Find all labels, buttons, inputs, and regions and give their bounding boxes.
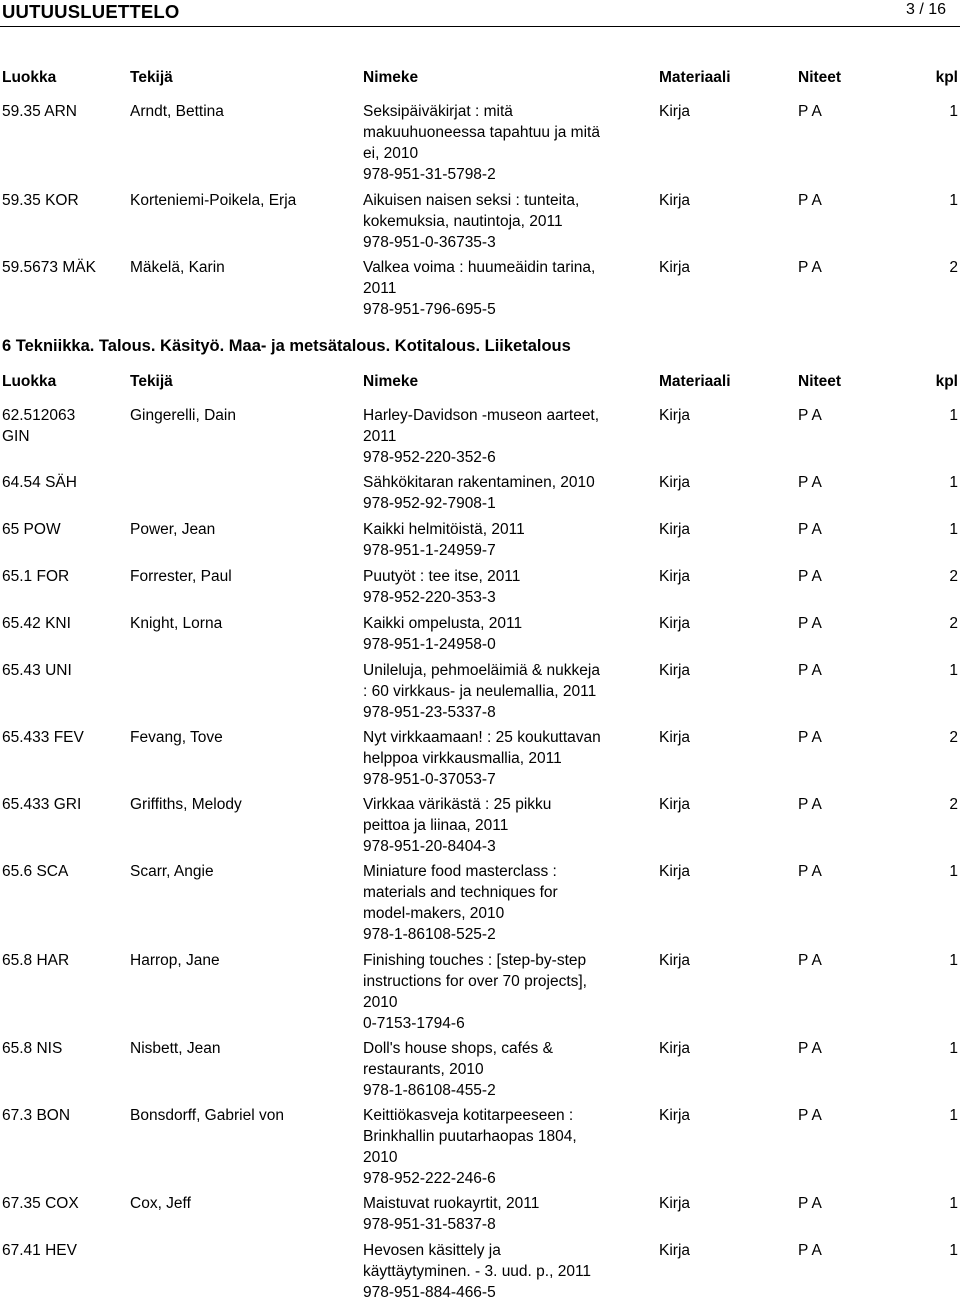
nimeke-cell: Hevosen käsittely ja käyttäytyminen. - 3. uud. p., 2011 978-951-884-466-5 [363,1242,592,1301]
materiaali-cell: Kirja [659,259,691,276]
column-header-luokka: Luokka [2,69,57,86]
materiaali-cell: Kirja [659,407,691,424]
tekija-cell: Griffiths, Melody [130,796,242,813]
kpl-cell: 2 [949,568,958,585]
kpl-cell: 2 [949,615,958,632]
column-header-niteet: Niteet [798,69,842,86]
tekija-cell: Fevang, Tove [130,729,223,746]
nimeke-cell: Finishing touches : [step-by-step instructions for over 70 projects], 2010 0-7153-1794-6 [363,952,587,1032]
materiaali-cell: Kirja [659,662,691,679]
niteet-cell: P A [798,615,822,632]
materiaali-cell: Kirja [659,1195,691,1212]
kpl-cell: 1 [949,952,958,969]
column-header-kpl: kpl [935,69,958,86]
luokka-cell: 65 POW [2,521,61,538]
niteet-cell: P A [798,1195,822,1212]
materiaali-cell: Kirja [659,1242,691,1259]
column-header-luokka: Luokka [2,373,57,390]
materiaali-cell: Kirja [659,615,691,632]
column-header-materiaali: Materiaali [659,373,731,390]
column-header-row [0,373,960,395]
kpl-cell: 1 [949,103,958,120]
materiaali-cell: Kirja [659,796,691,813]
luokka-cell: 65.42 KNI [2,615,71,632]
niteet-cell: P A [798,662,822,679]
nimeke-cell: Nyt virkkaamaan! : 25 koukuttavan helppoa virkkausmallia, 2011 978-951-0-37053-7 [363,729,601,788]
document-title: UUTUUSLUETTELO [2,1,180,22]
materiaali-cell: Kirja [659,1040,691,1057]
column-header-materiaali: Materiaali [659,69,731,86]
luokka-cell: 65.433 GRI [2,796,82,813]
tekija-cell: Mäkelä, Karin [130,259,225,276]
column-header-niteet: Niteet [798,373,842,390]
luokka-cell: 64.54 SÄH [2,474,77,491]
kpl-cell: 1 [949,863,958,880]
kpl-cell: 2 [949,729,958,746]
column-header-tekija: Tekijä [130,69,173,86]
luokka-cell: 59.35 KOR [2,192,79,209]
nimeke-cell: Miniature food masterclass : materials and techniques for model-makers, 2010 978-1-86108-525-2 [363,863,558,943]
luokka-cell: 65.6 SCA [2,863,69,880]
luokka-cell: 59.35 ARN [2,103,77,120]
nimeke-cell: Sähkökitaran rakentaminen, 2010 978-952-92-7908-1 [363,474,595,512]
niteet-cell: P A [798,1040,822,1057]
tekija-cell: Knight, Lorna [130,615,223,632]
column-header-nimeke: Nimeke [363,69,419,86]
kpl-cell: 1 [949,1242,958,1259]
niteet-cell: P A [798,407,822,424]
niteet-cell: P A [798,521,822,538]
kpl-cell: 2 [949,796,958,813]
niteet-cell: P A [798,192,822,209]
kpl-cell: 1 [949,1107,958,1124]
materiaali-cell: Kirja [659,568,691,585]
kpl-cell: 1 [949,407,958,424]
niteet-cell: P A [798,1242,822,1259]
luokka-cell: 65.43 UNI [2,662,72,679]
luokka-cell: 65.8 HAR [2,952,70,969]
luokka-cell: 65.8 NIS [2,1040,63,1057]
luokka-cell: 67.35 COX [2,1195,79,1212]
kpl-cell: 1 [949,1195,958,1212]
nimeke-cell: Doll's house shops, cafés & restaurants, 2010 978-1-86108-455-2 [363,1040,553,1099]
kpl-cell: 1 [949,192,958,209]
tekija-cell: Arndt, Bettina [130,103,224,120]
tekija-cell: Cox, Jeff [130,1195,191,1212]
nimeke-cell: Keittiökasveja kotitarpeeseen : Brinkhallin puutarhaopas 1804, 2010 978-952-222-246-6 [363,1107,577,1187]
nimeke-cell: Kaikki ompelusta, 2011 978-951-1-24958-0 [363,615,523,653]
niteet-cell: P A [798,568,822,585]
tekija-cell: Power, Jean [130,521,216,538]
nimeke-cell: Valkea voima : huumeäidin tarina, 2011 978-951-796-695-5 [363,259,596,318]
column-header-tekija: Tekijä [130,373,173,390]
column-header-kpl: kpl [935,373,958,390]
nimeke-cell: Seksipäiväkirjat : mitä makuuhuoneessa tapahtuu ja mitä ei, 2010 978-951-31-5798-2 [363,103,600,183]
section-title: 6 Tekniikka. Talous. Käsityö. Maa- ja metsätalous. Kotitalous. Liiketalous [2,337,571,355]
tekija-cell: Scarr, Angie [130,863,214,880]
materiaali-cell: Kirja [659,192,691,209]
page-number: 3 / 16 [905,1,946,18]
kpl-cell: 2 [949,259,958,276]
tekija-cell: Harrop, Jane [130,952,220,969]
tekija-cell: Korteniemi-Poikela, Erja [130,192,297,209]
luokka-cell: 59.5673 MÄK [2,259,96,276]
niteet-cell: P A [798,729,822,746]
materiaali-cell: Kirja [659,521,691,538]
nimeke-cell: Unileluja, pehmoeläimiä & nukkeja : 60 virkkaus- ja neulemallia, 2011 978-951-23-5337-8 [363,662,600,721]
materiaali-cell: Kirja [659,863,691,880]
kpl-cell: 1 [949,662,958,679]
kpl-cell: 1 [949,1040,958,1057]
niteet-cell: P A [798,952,822,969]
nimeke-cell: Kaikki helmitöistä, 2011 978-951-1-24959-7 [363,521,525,559]
page-header [0,0,960,27]
materiaali-cell: Kirja [659,729,691,746]
materiaali-cell: Kirja [659,952,691,969]
nimeke-cell: Virkkaa värikästä : 25 pikku peittoa ja liinaa, 2011 978-951-20-8404-3 [363,796,552,855]
kpl-cell: 1 [949,474,958,491]
niteet-cell: P A [798,474,822,491]
nimeke-cell: Puutyöt : tee itse, 2011 978-952-220-353-3 [363,568,521,606]
tekija-cell: Bonsdorff, Gabriel von [130,1107,284,1124]
tekija-cell: Nisbett, Jean [130,1040,221,1057]
niteet-cell: P A [798,1107,822,1124]
luokka-cell: 67.41 HEV [2,1242,77,1259]
luokka-cell: 65.1 FOR [2,568,70,585]
tekija-cell: Gingerelli, Dain [130,407,236,424]
nimeke-cell: Harley-Davidson -museon aarteet, 2011 978-952-220-352-6 [363,407,600,466]
materiaali-cell: Kirja [659,474,691,491]
nimeke-cell: Aikuisen naisen seksi : tunteita, kokemuksia, nautintoja, 2011 978-951-0-36735-3 [363,192,580,251]
materiaali-cell: Kirja [659,103,691,120]
niteet-cell: P A [798,103,822,120]
niteet-cell: P A [798,259,822,276]
column-header-nimeke: Nimeke [363,373,419,390]
nimeke-cell: Maistuvat ruokayrtit, 2011 978-951-31-5837-8 [363,1195,540,1233]
tekija-cell: Forrester, Paul [130,568,232,585]
luokka-cell: 67.3 BON [2,1107,71,1124]
luokka-cell: 62.512063 GIN [2,407,76,445]
luokka-cell: 65.433 FEV [2,729,84,746]
materiaali-cell: Kirja [659,1107,691,1124]
kpl-cell: 1 [949,521,958,538]
column-header-row [0,69,960,91]
niteet-cell: P A [798,863,822,880]
niteet-cell: P A [798,796,822,813]
